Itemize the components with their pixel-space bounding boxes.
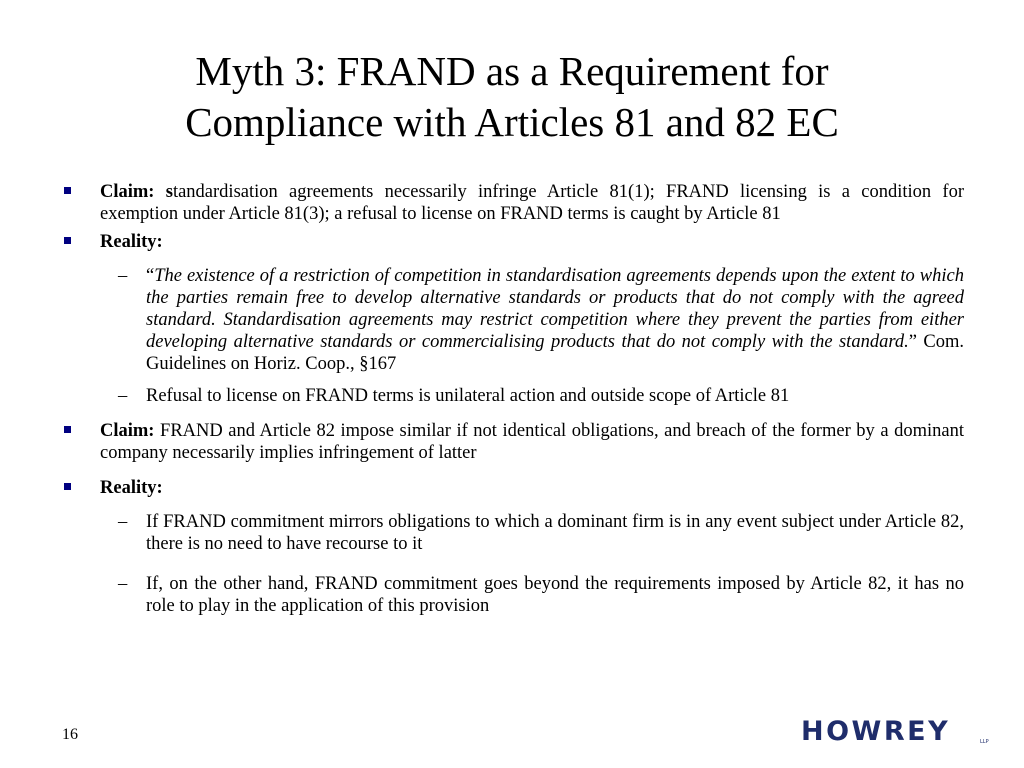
slide-body <box>62 181 964 617</box>
dash-icon: – <box>118 574 128 594</box>
bullet-reality-2 <box>62 477 964 499</box>
title-line-2: Compliance with Articles 81 and 82 EC <box>185 99 839 145</box>
logo-suffix: LLP <box>980 739 989 745</box>
bullet-claim-2 <box>62 420 964 464</box>
quote-source: Com. Guidelines on Horiz. Coop., §167 <box>146 332 964 374</box>
title-line-1: Myth 3: FRAND as a Requirement for <box>195 48 829 94</box>
square-bullet-icon <box>64 237 71 244</box>
howrey-logo: HOWREY <box>801 716 951 747</box>
sub-bullet-refusal <box>62 385 964 407</box>
guideline-quote: The existence of a restriction of competition in standardisation agreements depends upon the extent to which the parties remain free to develop alternative standards or products that do not comply with the agreed standard. Standardisation agreements may restrict competition where they prevent the parties from either developing alternative standards or commercialising products that do not comply with the standard. <box>146 266 964 352</box>
square-bullet-icon <box>64 483 71 490</box>
bullet-label: Claim: <box>100 421 155 441</box>
open-quote: “ <box>146 266 155 286</box>
slide-title <box>60 46 964 148</box>
sub-bullet-text: Refusal to license on FRAND terms is unilateral action and outside scope of Article 81 <box>146 386 790 406</box>
bullet-label: Claim: s <box>100 182 173 202</box>
bullet-text: tandardisation agreements necessarily infringe Article 81(1); FRAND licensing is a condition for exemption under Article 81(3); a refusal to license on FRAND terms is caught by Article 81 <box>100 182 964 224</box>
square-bullet-icon <box>64 187 71 194</box>
bullet-label: Reality: <box>100 232 163 252</box>
sub-bullet-text: If FRAND commitment mirrors obligations to which a dominant firm is in any event subject under Article 82, there is no need to have recourse to it <box>146 512 964 554</box>
bullet-label: Reality: <box>100 478 163 498</box>
sub-bullet-beyond <box>62 573 964 617</box>
bullet-claim-1 <box>62 181 964 225</box>
dash-icon: – <box>118 386 128 406</box>
bullet-reality-1 <box>62 231 964 253</box>
page-number: 16 <box>62 726 78 743</box>
dash-icon: – <box>118 512 128 532</box>
square-bullet-icon <box>64 426 71 433</box>
sub-bullet-mirror <box>62 511 964 555</box>
sub-bullet-quote <box>62 265 964 375</box>
sub-bullet-text: If, on the other hand, FRAND commitment goes beyond the requirements imposed by Article 82, it has no role to play in the application of this provision <box>146 574 964 616</box>
bullet-text: FRAND and Article 82 impose similar if not identical obligations, and breach of the former by a dominant company necessarily implies infringement of latter <box>100 421 964 463</box>
dash-icon: – <box>118 266 128 286</box>
close-quote: ” <box>908 332 917 352</box>
